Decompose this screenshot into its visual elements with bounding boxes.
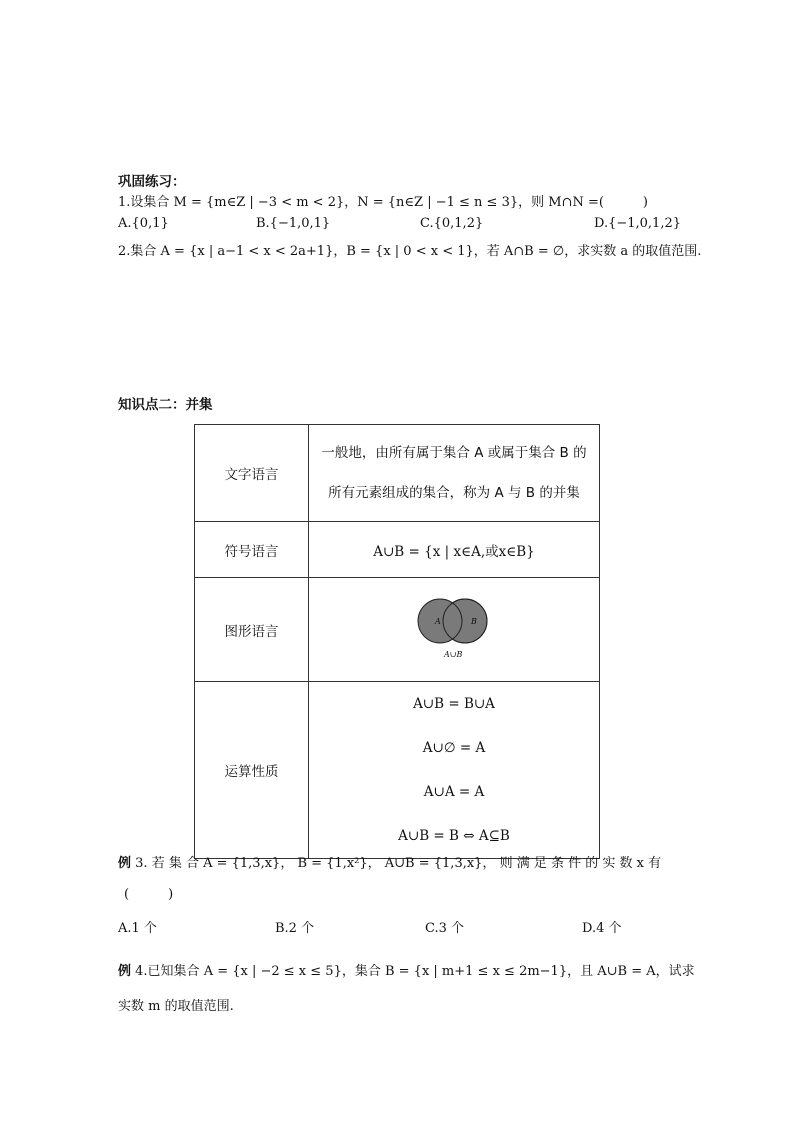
property-idempotent: A∪A = A: [423, 784, 485, 800]
example-4-line-2: 实数 m 的取值范围.: [118, 999, 234, 1014]
table-row: [195, 682, 600, 859]
question-2: 2.集合 A = {x | a−1 < x < 2a+1}，B = {x | 0 < x < 1}，若 A∩B = ∅，求实数 a 的取值范围.: [118, 244, 702, 259]
q1-option-a: A.{0,1}: [118, 216, 169, 231]
example-3-text: 3. 若 集 合 A = {1,3,x}， B = {1,x²}， A∪B = {1,3,x}， 则 满 足 条 件 的 实 数 x 有: [135, 856, 662, 871]
section-heading: 知识点二：并集: [118, 397, 213, 413]
definition-cell: [309, 425, 600, 522]
venn-label-a: A: [435, 616, 441, 626]
ex3-option-b: B.2 个: [275, 921, 315, 936]
definition-line-2: 所有元素组成的集合，称为 A 与 B 的并集: [328, 485, 580, 501]
union-knowledge-table: [194, 424, 600, 859]
ex3-option-c: C.3 个: [425, 921, 465, 936]
row-label-operation-properties: 运算性质: [195, 682, 309, 859]
practice-heading: 巩固练习：: [118, 174, 186, 190]
q1-option-d: D.{−1,0,1,2}: [594, 216, 682, 231]
definition-line-1: 一般地，由所有属于集合 A 或属于集合 B 的: [321, 445, 587, 461]
symbol-formula: A∪B = {x | x∈A,或x∈B}: [309, 522, 600, 578]
row-label-graphic-language: 图形语言: [195, 578, 309, 682]
property-subset: A∪B = B ⇔ A⊆B: [398, 828, 510, 844]
table-row: [195, 522, 600, 578]
row-label-text-language: 文字语言: [195, 425, 309, 522]
venn-caption: A∪B: [444, 649, 463, 659]
venn-cell: [309, 578, 600, 682]
ex3-option-a: A.1 个: [118, 921, 157, 936]
properties-cell: [309, 682, 600, 859]
q1-option-c: C.{0,1,2}: [420, 216, 484, 231]
table-row: [195, 425, 600, 522]
venn-diagram: [409, 595, 499, 665]
venn-label-b: B: [471, 616, 477, 626]
example-3-answer-paren: ( ): [124, 887, 174, 902]
property-empty-set: A∪∅ = A: [422, 740, 486, 756]
ex3-option-d: D.4 个: [582, 921, 622, 936]
example-4: [118, 960, 695, 979]
example-3: [118, 852, 661, 871]
property-commutative: A∪B = B∪A: [413, 696, 495, 712]
example-4-line-1: 4.已知集合 A = {x | −2 ≤ x ≤ 5}，集合 B = {x | m+1 ≤ x ≤ 2m−1}，且 A∪B = A，试求: [135, 964, 695, 979]
table-row: [195, 578, 600, 682]
row-label-symbol-language: 符号语言: [195, 522, 309, 578]
example-3-label: 例: [118, 856, 132, 871]
example-4-label: 例: [118, 964, 132, 979]
q1-option-b: B.{−1,0,1}: [256, 216, 331, 231]
question-1: 1.设集合 M = {m∈Z | −3 < m < 2}，N = {n∈Z | −1 ≤ n ≤ 3}，则 M∩N =( ): [118, 195, 648, 210]
